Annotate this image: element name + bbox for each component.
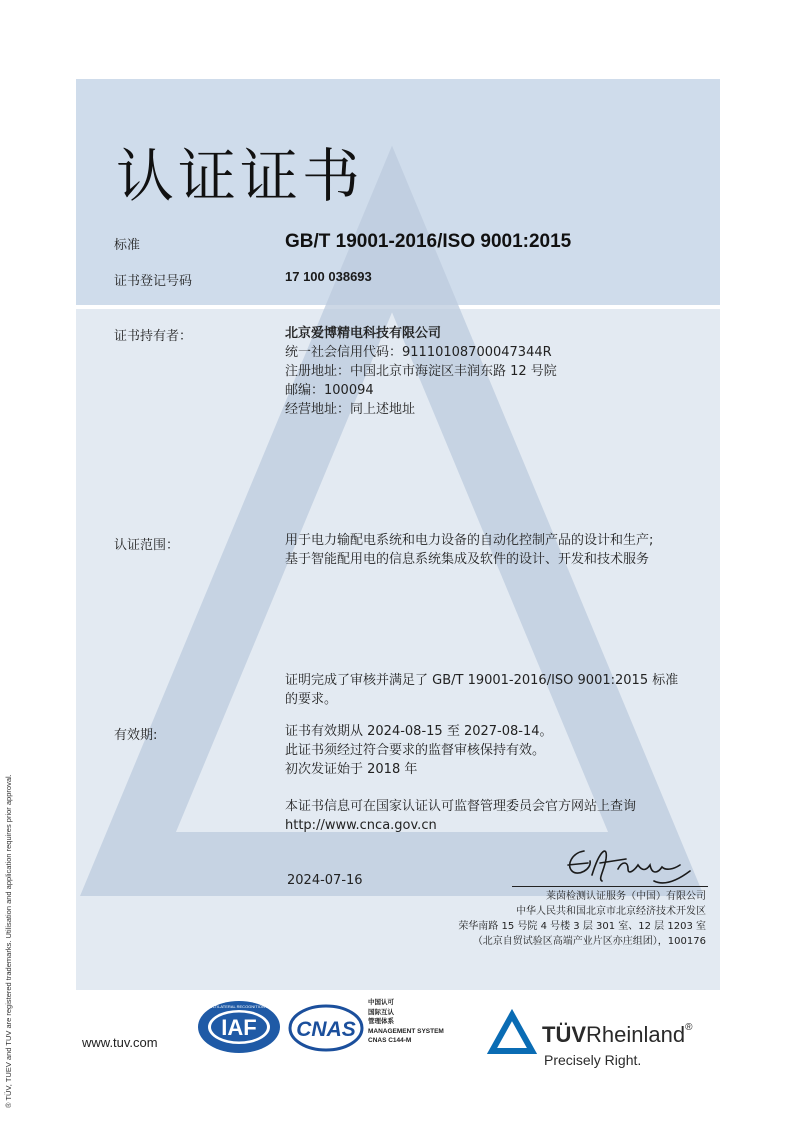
query-url: http://www.cnca.gov.cn (285, 818, 437, 833)
registration-label: 证书登记号码 (114, 274, 193, 289)
holder-reg-address: 注册地址：中国北京市海淀区丰润东路 12 号院 (285, 364, 557, 379)
registration-value: 17 100 038693 (285, 269, 372, 284)
audit-block (285, 671, 678, 709)
cnas-caption-5: CNAS C144-M (368, 1037, 412, 1044)
tuv-brand-rest: Rheinland (586, 1022, 686, 1047)
holder-op-address: 经营地址：同上述地址 (285, 402, 416, 417)
scope-line-1: 用于电力输配电系统和电力设备的自动化控制产品的设计和生产; (285, 533, 654, 548)
cnas-logo-text: CNAS (296, 1018, 356, 1041)
holder-name: 北京爱博精电科技有限公司 (285, 326, 442, 341)
issuer-line-2: 中华人民共和国北京市北京经济技术开发区 (516, 906, 706, 917)
iaf-logo-text: IAF (221, 1015, 257, 1040)
issuer-line-3: 荣华南路 15 号院 4 号楼 3 层 301 室、12 层 1203 室 (458, 921, 706, 932)
standard-label: 标准 (114, 238, 141, 253)
signature-line (512, 886, 708, 887)
signature-icon (562, 841, 702, 889)
issue-date: 2024-07-16 (287, 873, 363, 888)
validity-line-3: 初次发证始于 2018 年 (285, 762, 418, 777)
audit-line-2: 的要求。 (285, 692, 338, 707)
tuv-brand-reg: ® (685, 1022, 693, 1033)
cnas-caption-3: 管理体系 (368, 1018, 394, 1025)
tuv-triangle-logo-icon (489, 1012, 535, 1054)
cnas-caption (368, 998, 444, 1046)
scope-label: 认证范围： (114, 538, 180, 553)
iaf-logo-icon (181, 999, 297, 1055)
footer-website: www.tuv.com (82, 1035, 158, 1050)
cnas-caption-1: 中国认可 (368, 999, 394, 1006)
issuer-block (458, 889, 706, 949)
validity-line-2: 此证书须经过符合要求的监督审核保持有效。 (285, 743, 546, 758)
holder-label: 证书持有者： (114, 329, 193, 344)
cnas-caption-4: MANAGEMENT SYSTEM (368, 1027, 444, 1035)
certificate-title: 认证证书 (116, 142, 365, 210)
holder-block (285, 324, 557, 419)
audit-line-1: 证明完成了审核并满足了 GB/T 19001-2016/ISO 9001:2015 标准 (285, 673, 679, 688)
issuer-line-1: 莱茵检测认证服务（中国）有限公司 (546, 891, 706, 902)
tuv-brand (542, 1022, 692, 1048)
iaf-ring-text: MEMBER OF MULTILATERAL RECOGNITION ARRANGEMENT (181, 1004, 297, 1009)
tuv-brand-bold: TÜV (542, 1022, 586, 1047)
cnas-logo-icon (288, 1004, 364, 1052)
standard-value: GB/T 19001-2016/ISO 9001:2015 (285, 231, 572, 252)
query-line: 本证书信息可在国家认证认可监督管理委员会官方网站上查询 (285, 799, 637, 814)
holder-credit-code: 统一社会信用代码：91110108700047344R (285, 345, 552, 360)
scope-line-2: 基于智能配用电的信息系统集成及软件的设计、开发和技术服务 (285, 552, 650, 567)
validity-line-1: 证书有效期从 2024-08-15 至 2027-08-14。 (285, 724, 553, 739)
issuer-line-4: （北京自贸试验区高端产业片区亦庄组团），100176 (472, 936, 706, 947)
trademark-side-note: ® TÜV, TUEV and TUV are registered trademarks. Utilisation and application requires prior approval. (4, 774, 13, 1108)
scope-block (285, 531, 653, 569)
query-block (285, 797, 636, 835)
validity-label: 有效期: (114, 728, 158, 743)
certificate-panel (76, 79, 720, 990)
holder-postcode: 邮编：100094 (285, 383, 374, 398)
validity-block (285, 722, 553, 779)
cnas-caption-2: 国际互认 (368, 1008, 394, 1016)
tuv-slogan: Precisely Right. (544, 1052, 642, 1068)
